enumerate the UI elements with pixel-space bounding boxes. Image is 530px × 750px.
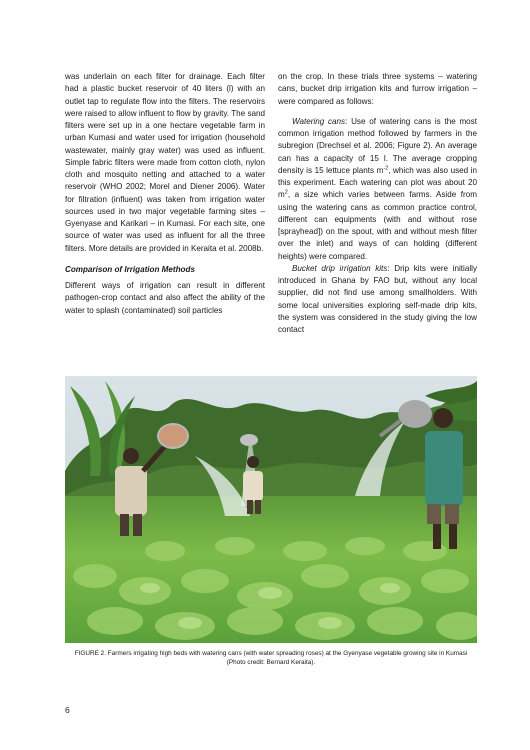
watering-cans-paragraph [278,116,477,263]
right-column [278,71,477,336]
drip-kits-paragraph [278,263,477,337]
watering-cans-text-a: : Use of watering cans is the most common irrigation method followed by farmers in the subregion (Drechsel et al. 2006; Figure 2). An average can has a capacity of 15 l. The average cropping density is 15 lettuce plants m [278,116,477,175]
left-paragraph-1: was underlain on each filter for drainage. Each filter had a plastic bucket reservoir of 40 liters (l) with an outlet tap to regulate flow into the filters. The reservoirs were raised to allow influent to flow by gravity. The sand filters were set up in a one hectare vegetable farm in urban Kumasi and water used for irrigation (household wastewater, mainly gray water) was used as influent. Simple fabric filters were made from cotton cloth, nylon cloth and mosquito netting and attached to a water reservoir (WHO 2002; Morel and Diener 2006). Water for filtration (influent) was taken from irrigation water sources used in two major vegetable farming sites – Gyenyase and Karikari – in Kumasi. For each site, one source of water was used as influent for all the three filters. More details are provided in Keraita et al. 2008b. [65,72,265,253]
watering-cans-sup-1: -2 [383,165,389,172]
watering-cans-sup-2: 2 [284,189,288,196]
left-column [65,71,265,317]
drip-kits-text: : Drip kits were initially introduced in Ghana by FAO but, without any local supplier, did not find use among smallholders. With some local universities exploring self-made drip kits, the system was considered in the study giving the low contact [278,263,477,334]
page-number: 6 [65,705,70,715]
watering-cans-text-b: , which was also used in this experiment. Each watering can plot was about 20 m [278,165,477,200]
left-paragraph-2: Different ways of irrigation can result in different pathogen-crop contact and also affect the ability of the water to splash (contaminated) soil particles [65,281,265,315]
right-paragraph-1: on the crop. In these trials three systems – watering cans, bucket drip irrigation kits and furrow irrigation – were compared as follows: [278,72,477,106]
figure-photo [65,376,477,643]
section-heading: Comparison of Irrigation Methods [65,264,195,274]
watering-cans-label: Watering cans [292,116,346,126]
drip-kits-label: Bucket drip irrigation kits [292,263,388,273]
farmers-irrigating-photo [65,376,477,643]
watering-cans-text-c: , a size which varies between farms. Aside from using the watering cans as common practice control, different can equipments (with and without rose [sprayhead]) on the spout, with and without mesh filter over the inlet) and ways of can holding (different heights) were compared. [278,190,477,261]
figure-caption: FIGURE 2. Farmers irrigating high beds with watering cans (with water spreading roses) at the Gyenyase vegetable growing site in Kumasi (Photo credit: Bernard Keraita). [74,650,468,666]
